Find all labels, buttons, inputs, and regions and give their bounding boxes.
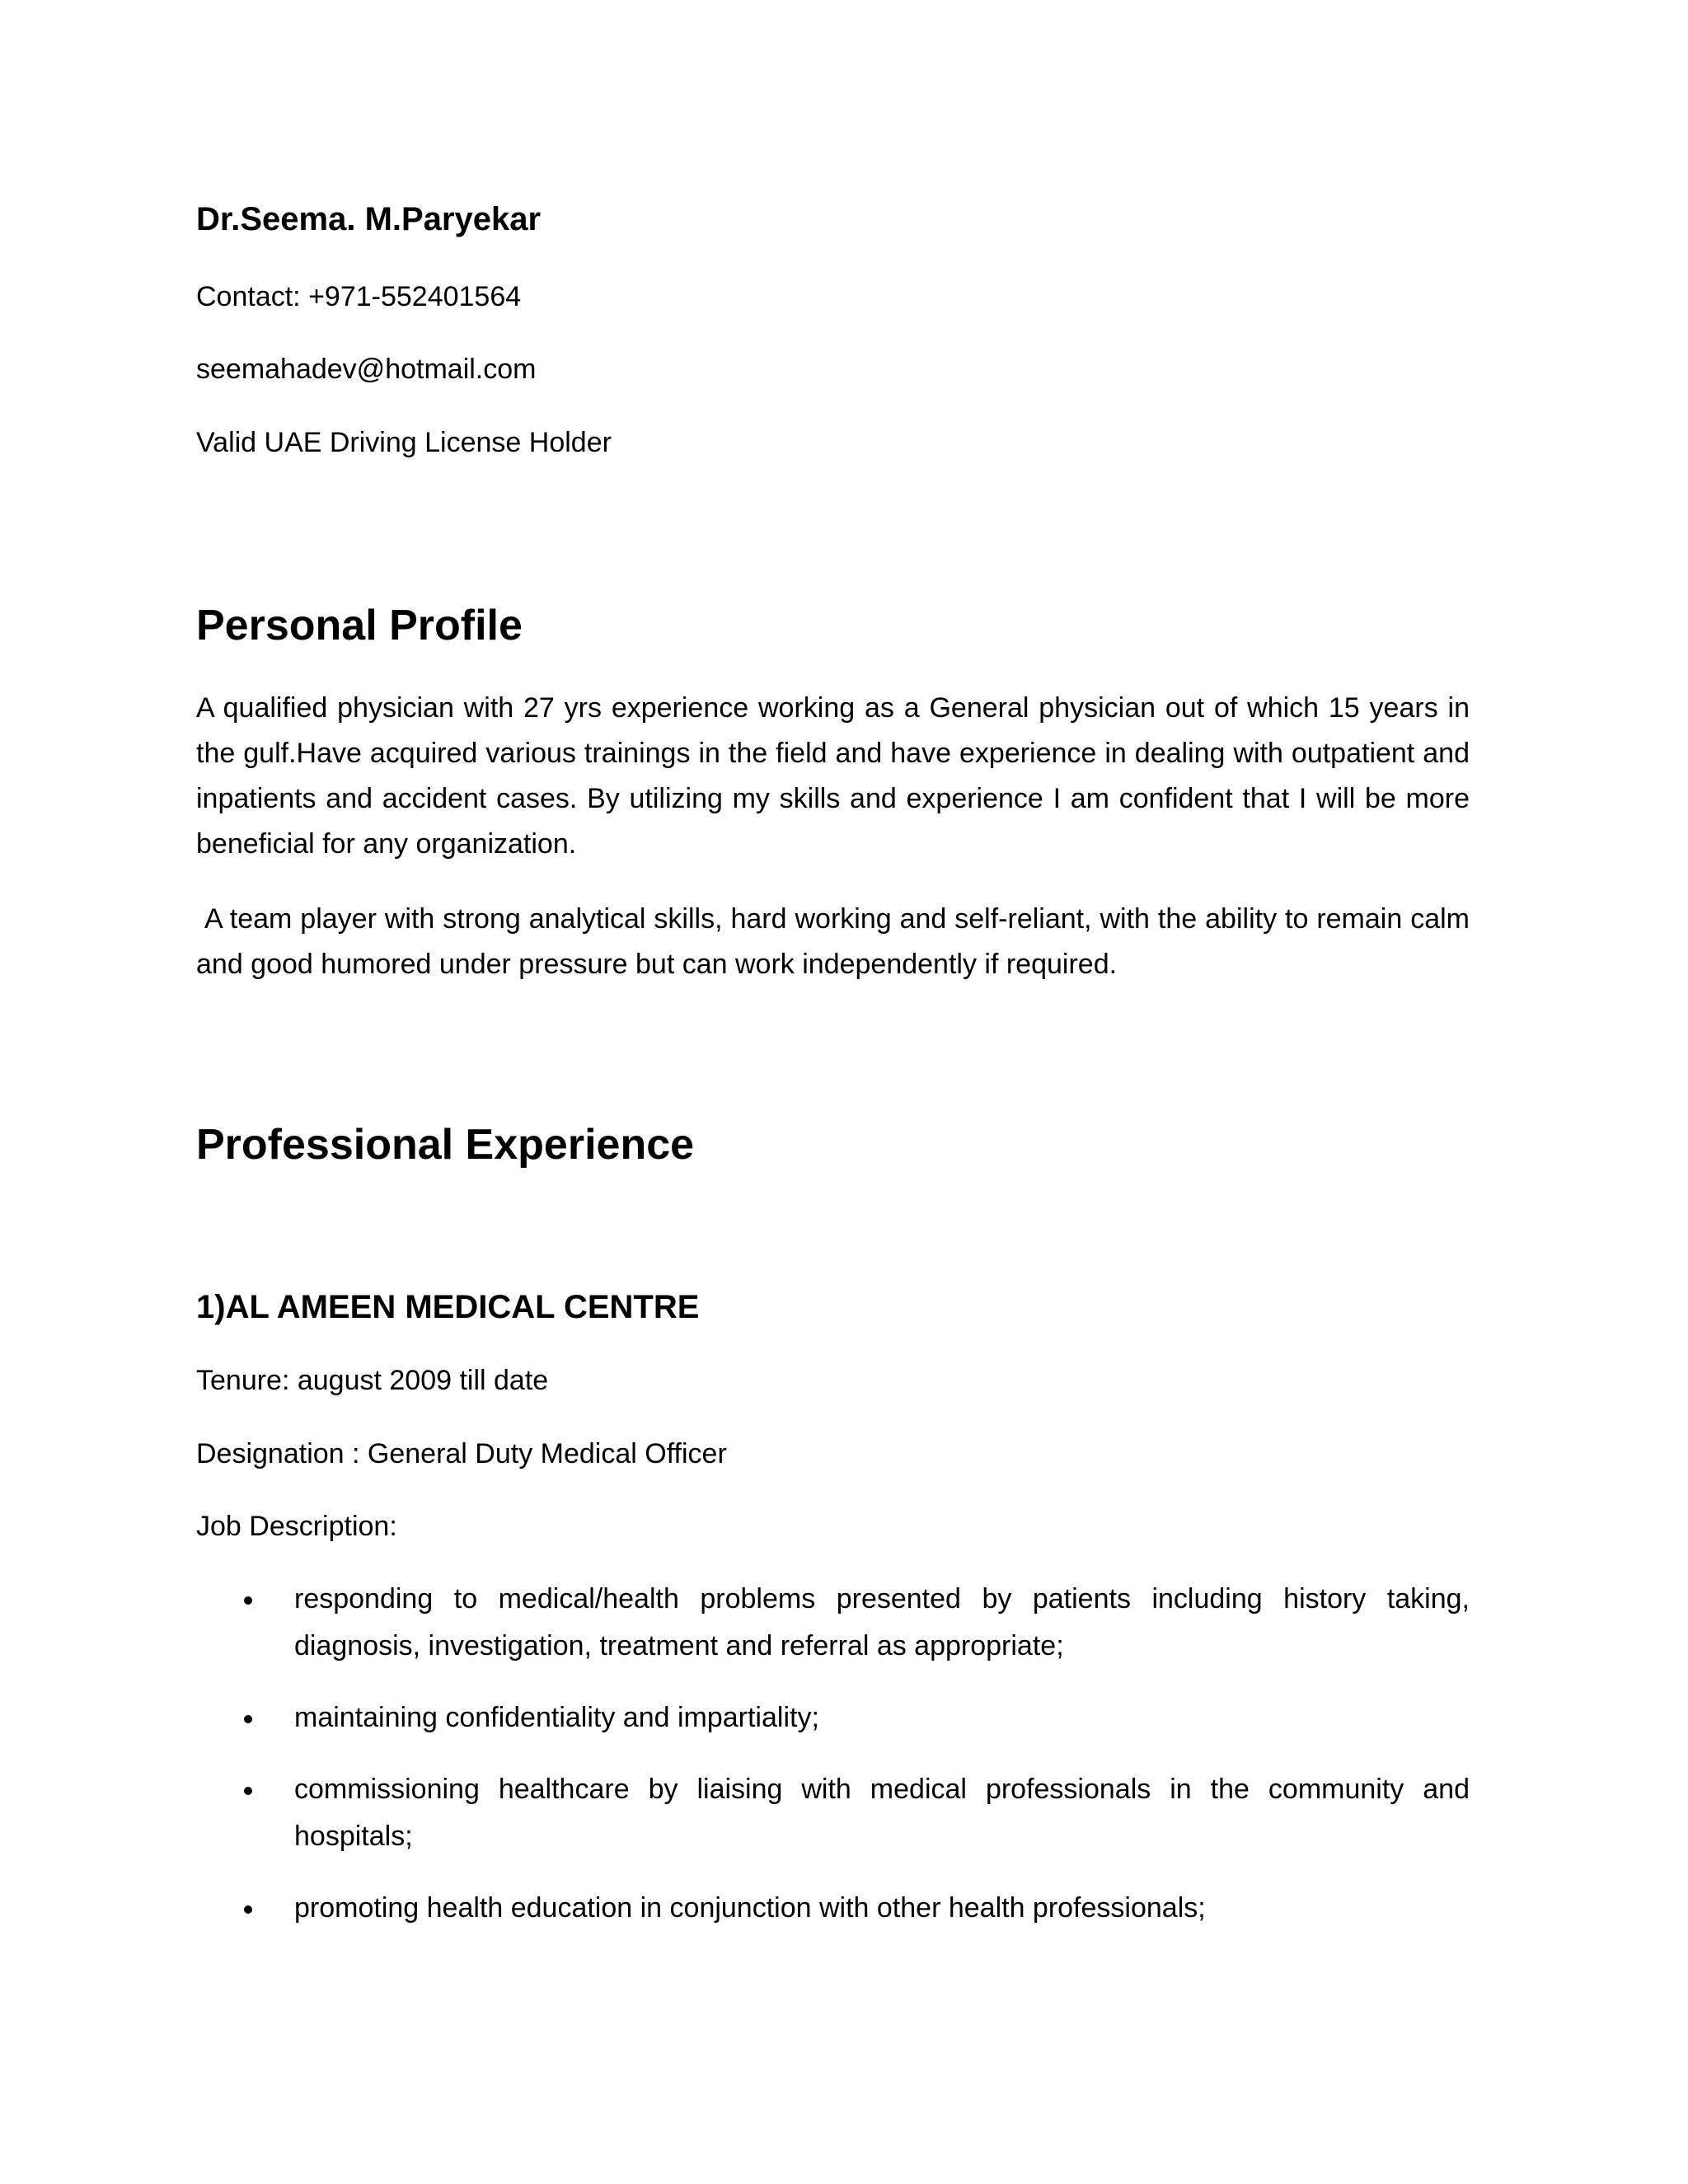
bullet-icon <box>244 1715 252 1723</box>
list-item <box>196 1885 1470 1932</box>
bullet-icon <box>244 1905 252 1914</box>
job-duties-list <box>196 1576 1470 1957</box>
candidate-name: Dr.Seema. M.Paryekar <box>196 201 542 237</box>
duty-text: promoting health education in conjunction with other health professionals; <box>294 1892 1206 1924</box>
bullet-icon <box>244 1596 252 1605</box>
list-item <box>196 1694 1470 1741</box>
job-description-label: Job Description: <box>196 1511 397 1542</box>
duty-text: commissioning healthcare by liaising with medical professionals in the community and hospitals; <box>294 1774 1470 1852</box>
bullet-icon <box>244 1787 252 1795</box>
contact-email: seemahadev@hotmail.com <box>196 354 537 385</box>
professional-experience-heading: Professional Experience <box>196 1121 695 1169</box>
job-tenure: Tenure: august 2009 till date <box>196 1365 549 1396</box>
list-item <box>196 1576 1470 1670</box>
duty-text: responding to medical/health problems presented by patients including history taking, diagnosis, investigation, treatment and referral as appropriate; <box>294 1583 1470 1661</box>
list-item <box>196 1766 1470 1860</box>
job-title: 1)AL AMEEN MEDICAL CENTRE <box>196 1289 700 1325</box>
job-designation: Designation : General Duty Medical Officer <box>196 1438 727 1469</box>
driving-license: Valid UAE Driving License Holder <box>196 427 612 458</box>
personal-profile-heading: Personal Profile <box>196 602 523 649</box>
contact-phone: Contact: +971-552401564 <box>196 281 522 312</box>
duty-text: maintaining confidentiality and impartiality; <box>294 1702 819 1733</box>
profile-paragraph-2: A team player with strong analytical skills, hard working and self-reliant, with the ability to remain calm and good humored under pressure but can work independently if required. <box>196 903 1470 980</box>
profile-paragraph-1: A qualified physician with 27 yrs experience working as a General physician out of which 15 years in the gulf.Have acquired various trainings in the field and have experience in dealing with outpatient and inpatients and accident cases. By utilizing my skills and experience I am confident that I will be more beneficial for any organization. <box>196 692 1470 860</box>
